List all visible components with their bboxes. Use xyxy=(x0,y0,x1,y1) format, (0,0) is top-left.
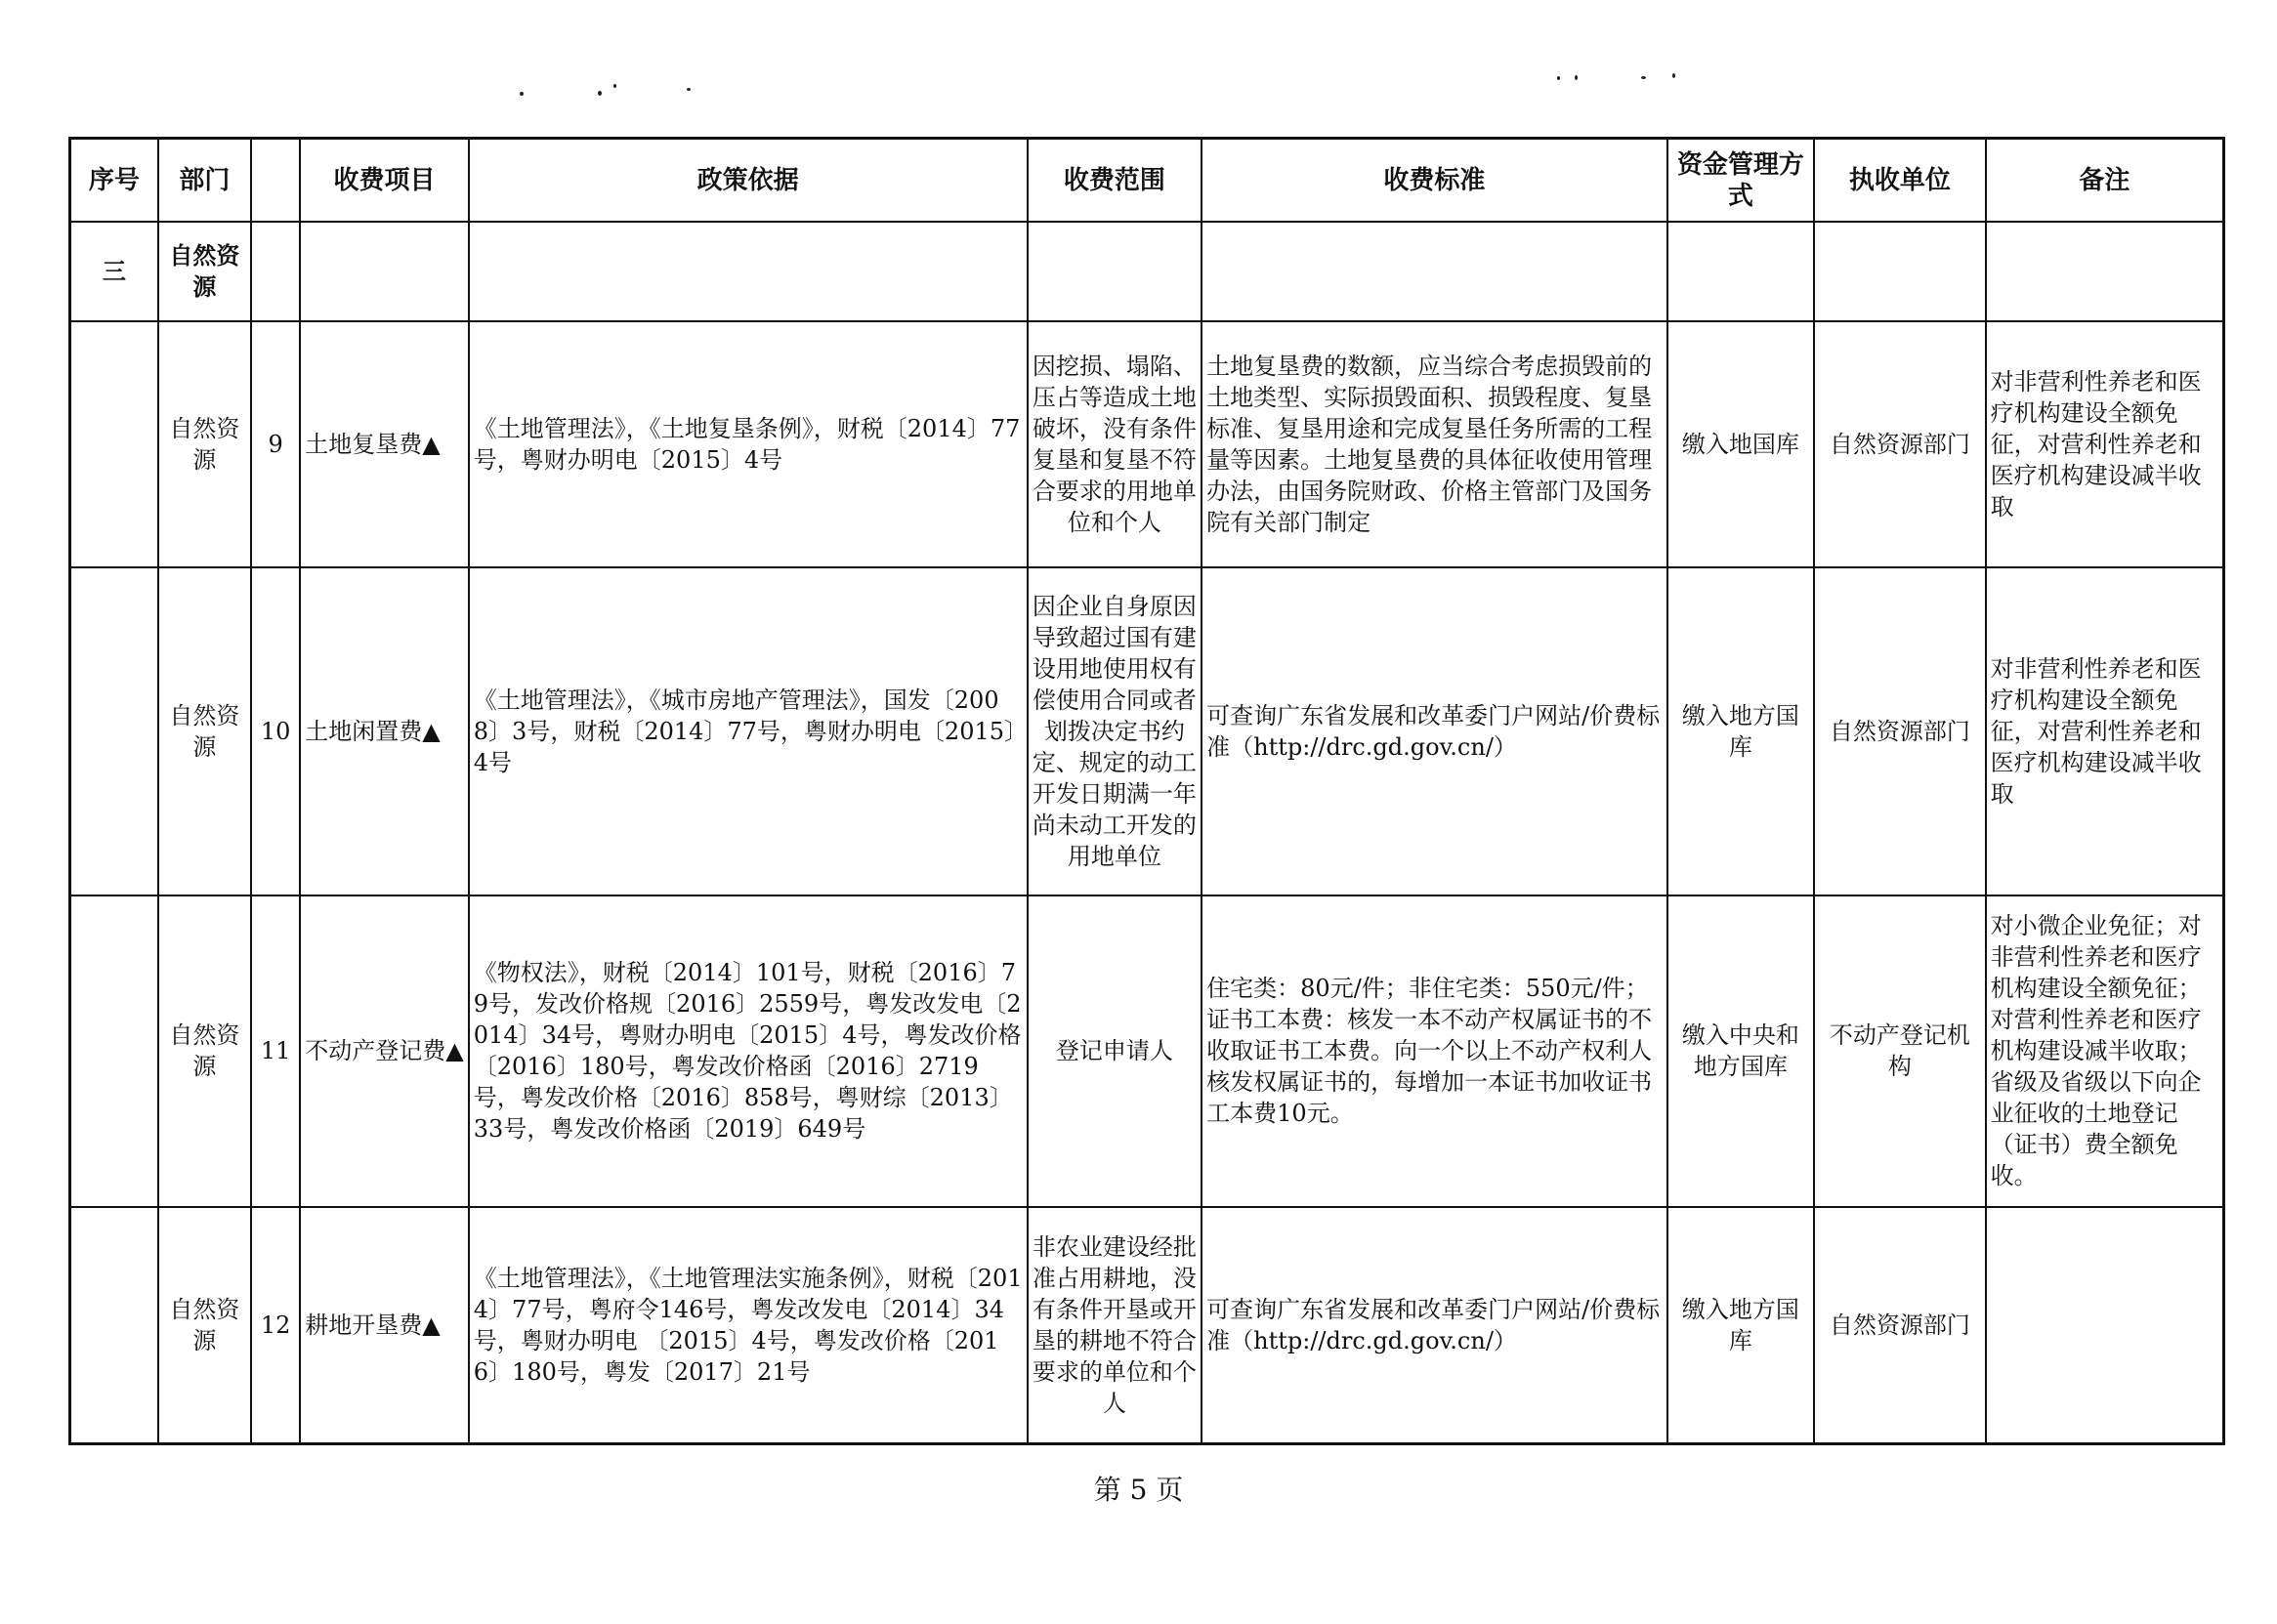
header-seq: 序号 xyxy=(70,139,158,223)
table-row xyxy=(70,1207,2224,1444)
dept-cell: 自然资源 xyxy=(158,895,251,1207)
section-seq: 三 xyxy=(70,222,158,320)
no-cell: 12 xyxy=(251,1207,300,1444)
no-cell: 11 xyxy=(251,895,300,1207)
empty-cell xyxy=(251,222,300,320)
standard-cell: 住宅类：80元/件；非住宅类：550元/件；证书工本费：核发一本不动产权属证书的不收取证书工本费。向一个以上不动产权利人核发权属证书的，每增加一本证书加收证书工本费10元。 xyxy=(1202,895,1667,1207)
header-collector: 执收单位 xyxy=(1814,139,1986,223)
scope-cell: 非农业建设经批准占用耕地，没有条件开垦或开垦的耕地不符合要求的单位和个人 xyxy=(1028,1207,1202,1444)
basis-cell: 《物权法》，财税〔2014〕101号，财税〔2016〕79号，发改价格规〔2016〕2559号，粤发改发电〔2014〕34号，粤财办明电〔2015〕4号，粤发改价格〔2016〕180号，粤发改价格函〔2016〕2719号，粤发改价格〔2016〕858号，粤财综〔2013〕33号，粤发改价格函〔2019〕649号 xyxy=(469,895,1028,1207)
table-row xyxy=(70,895,2224,1207)
remark-cell xyxy=(1986,1207,2224,1444)
basis-cell: 《土地管理法》，《土地复垦条例》，财税〔2014〕77号，粤财办明电〔2015〕4号 xyxy=(469,321,1028,568)
remark-cell: 对小微企业免征；对非营利性养老和医疗机构建设全额免征；对营利性养老和医疗机构建设减半收取；省级及省级以下向企业征收的土地登记（证书）费全额免收。 xyxy=(1986,895,2224,1207)
scope-cell: 因企业自身原因导致超过国有建设用地使用权有偿使用合同或者划拨决定书约定、规定的动工开发日期满一年尚未动工开发的用地单位 xyxy=(1028,567,1202,895)
item-cell: 土地复垦费▲ xyxy=(300,321,469,568)
remark-cell: 对非营利性养老和医疗机构建设全额免征，对营利性养老和医疗机构建设减半收取 xyxy=(1986,321,2224,568)
empty-cell xyxy=(300,222,469,320)
section-row xyxy=(70,222,2224,320)
dept-cell: 自然资源 xyxy=(158,321,251,568)
seq-cell xyxy=(70,895,158,1207)
header-scope: 收费范围 xyxy=(1028,139,1202,223)
seq-cell xyxy=(70,1207,158,1444)
fund-cell: 缴入地国库 xyxy=(1667,321,1814,568)
empty-cell xyxy=(1028,222,1202,320)
header-basis: 政策依据 xyxy=(469,139,1028,223)
scan-speck xyxy=(613,84,616,88)
basis-cell: 《土地管理法》，《土地管理法实施条例》，财税〔2014〕77号，粤府令146号，粤发改发电〔2014〕34号，粤财办明电 〔2015〕4号，粤发改价格〔2016〕180号，粤发〔2017〕21号 xyxy=(469,1207,1028,1444)
empty-cell xyxy=(1667,222,1814,320)
header-fund-mgmt: 资金管理方式 xyxy=(1667,139,1814,223)
header-item: 收费项目 xyxy=(300,139,469,223)
basis-cell: 《土地管理法》，《城市房地产管理法》，国发〔2008〕3号，财税〔2014〕77号，粤财办明电〔2015〕4号 xyxy=(469,567,1028,895)
collector-cell: 自然资源部门 xyxy=(1814,567,1986,895)
empty-cell xyxy=(469,222,1028,320)
fund-cell: 缴入地方国库 xyxy=(1667,567,1814,895)
fund-cell: 缴入地方国库 xyxy=(1667,1207,1814,1444)
item-cell: 土地闲置费▲ xyxy=(300,567,469,895)
standard-cell: 土地复垦费的数额，应当综合考虑损毁前的土地类型、实际损毁面积、损毁程度、复垦标准、复垦用途和完成复垦任务所需的工程量等因素。土地复垦费的具体征收使用管理办法，由国务院财政、价格主管部门及国务院有关部门制定 xyxy=(1202,321,1667,568)
scan-speck xyxy=(598,91,602,96)
scope-cell: 登记申请人 xyxy=(1028,895,1202,1207)
seq-cell xyxy=(70,567,158,895)
seq-cell xyxy=(70,321,158,568)
fee-table xyxy=(68,137,2225,1445)
scan-specks xyxy=(0,66,2277,96)
dept-cell: 自然资源 xyxy=(158,567,251,895)
header-row xyxy=(70,139,2224,223)
fund-cell: 缴入中央和地方国库 xyxy=(1667,895,1814,1207)
collector-cell: 自然资源部门 xyxy=(1814,321,1986,568)
table-row xyxy=(70,567,2224,895)
no-cell: 9 xyxy=(251,321,300,568)
scan-speck xyxy=(1672,73,1675,78)
scan-speck xyxy=(687,88,691,91)
empty-cell xyxy=(1814,222,1986,320)
collector-cell: 自然资源部门 xyxy=(1814,1207,1986,1444)
no-cell: 10 xyxy=(251,567,300,895)
header-standard: 收费标准 xyxy=(1202,139,1667,223)
scope-cell: 因挖损、塌陷、压占等造成土地破坏，没有条件复垦和复垦不符合要求的用地单位和个人 xyxy=(1028,321,1202,568)
header-dept: 部门 xyxy=(158,139,251,223)
section-dept: 自然资源 xyxy=(158,222,251,320)
table-row xyxy=(70,321,2224,568)
scan-speck xyxy=(1557,76,1560,80)
dept-cell: 自然资源 xyxy=(158,1207,251,1444)
header-blank xyxy=(251,139,300,223)
item-cell: 不动产登记费▲ xyxy=(300,895,469,1207)
standard-cell: 可查询广东省发展和改革委门户网站/价费标准（http://drc.gd.gov.cn/） xyxy=(1202,567,1667,895)
standard-cell: 可查询广东省发展和改革委门户网站/价费标准（http://drc.gd.gov.cn/） xyxy=(1202,1207,1667,1444)
empty-cell xyxy=(1202,222,1667,320)
scan-speck xyxy=(520,92,524,96)
page-number: 第 5 页 xyxy=(1093,1474,1184,1506)
header-remark: 备注 xyxy=(1986,139,2224,223)
empty-cell xyxy=(1986,222,2224,320)
collector-cell: 不动产登记机构 xyxy=(1814,895,1986,1207)
scan-speck xyxy=(1575,75,1578,80)
item-cell: 耕地开垦费▲ xyxy=(300,1207,469,1444)
scan-speck xyxy=(1641,76,1646,79)
remark-cell: 对非营利性养老和医疗机构建设全额免征，对营利性养老和医疗机构建设减半收取 xyxy=(1986,567,2224,895)
